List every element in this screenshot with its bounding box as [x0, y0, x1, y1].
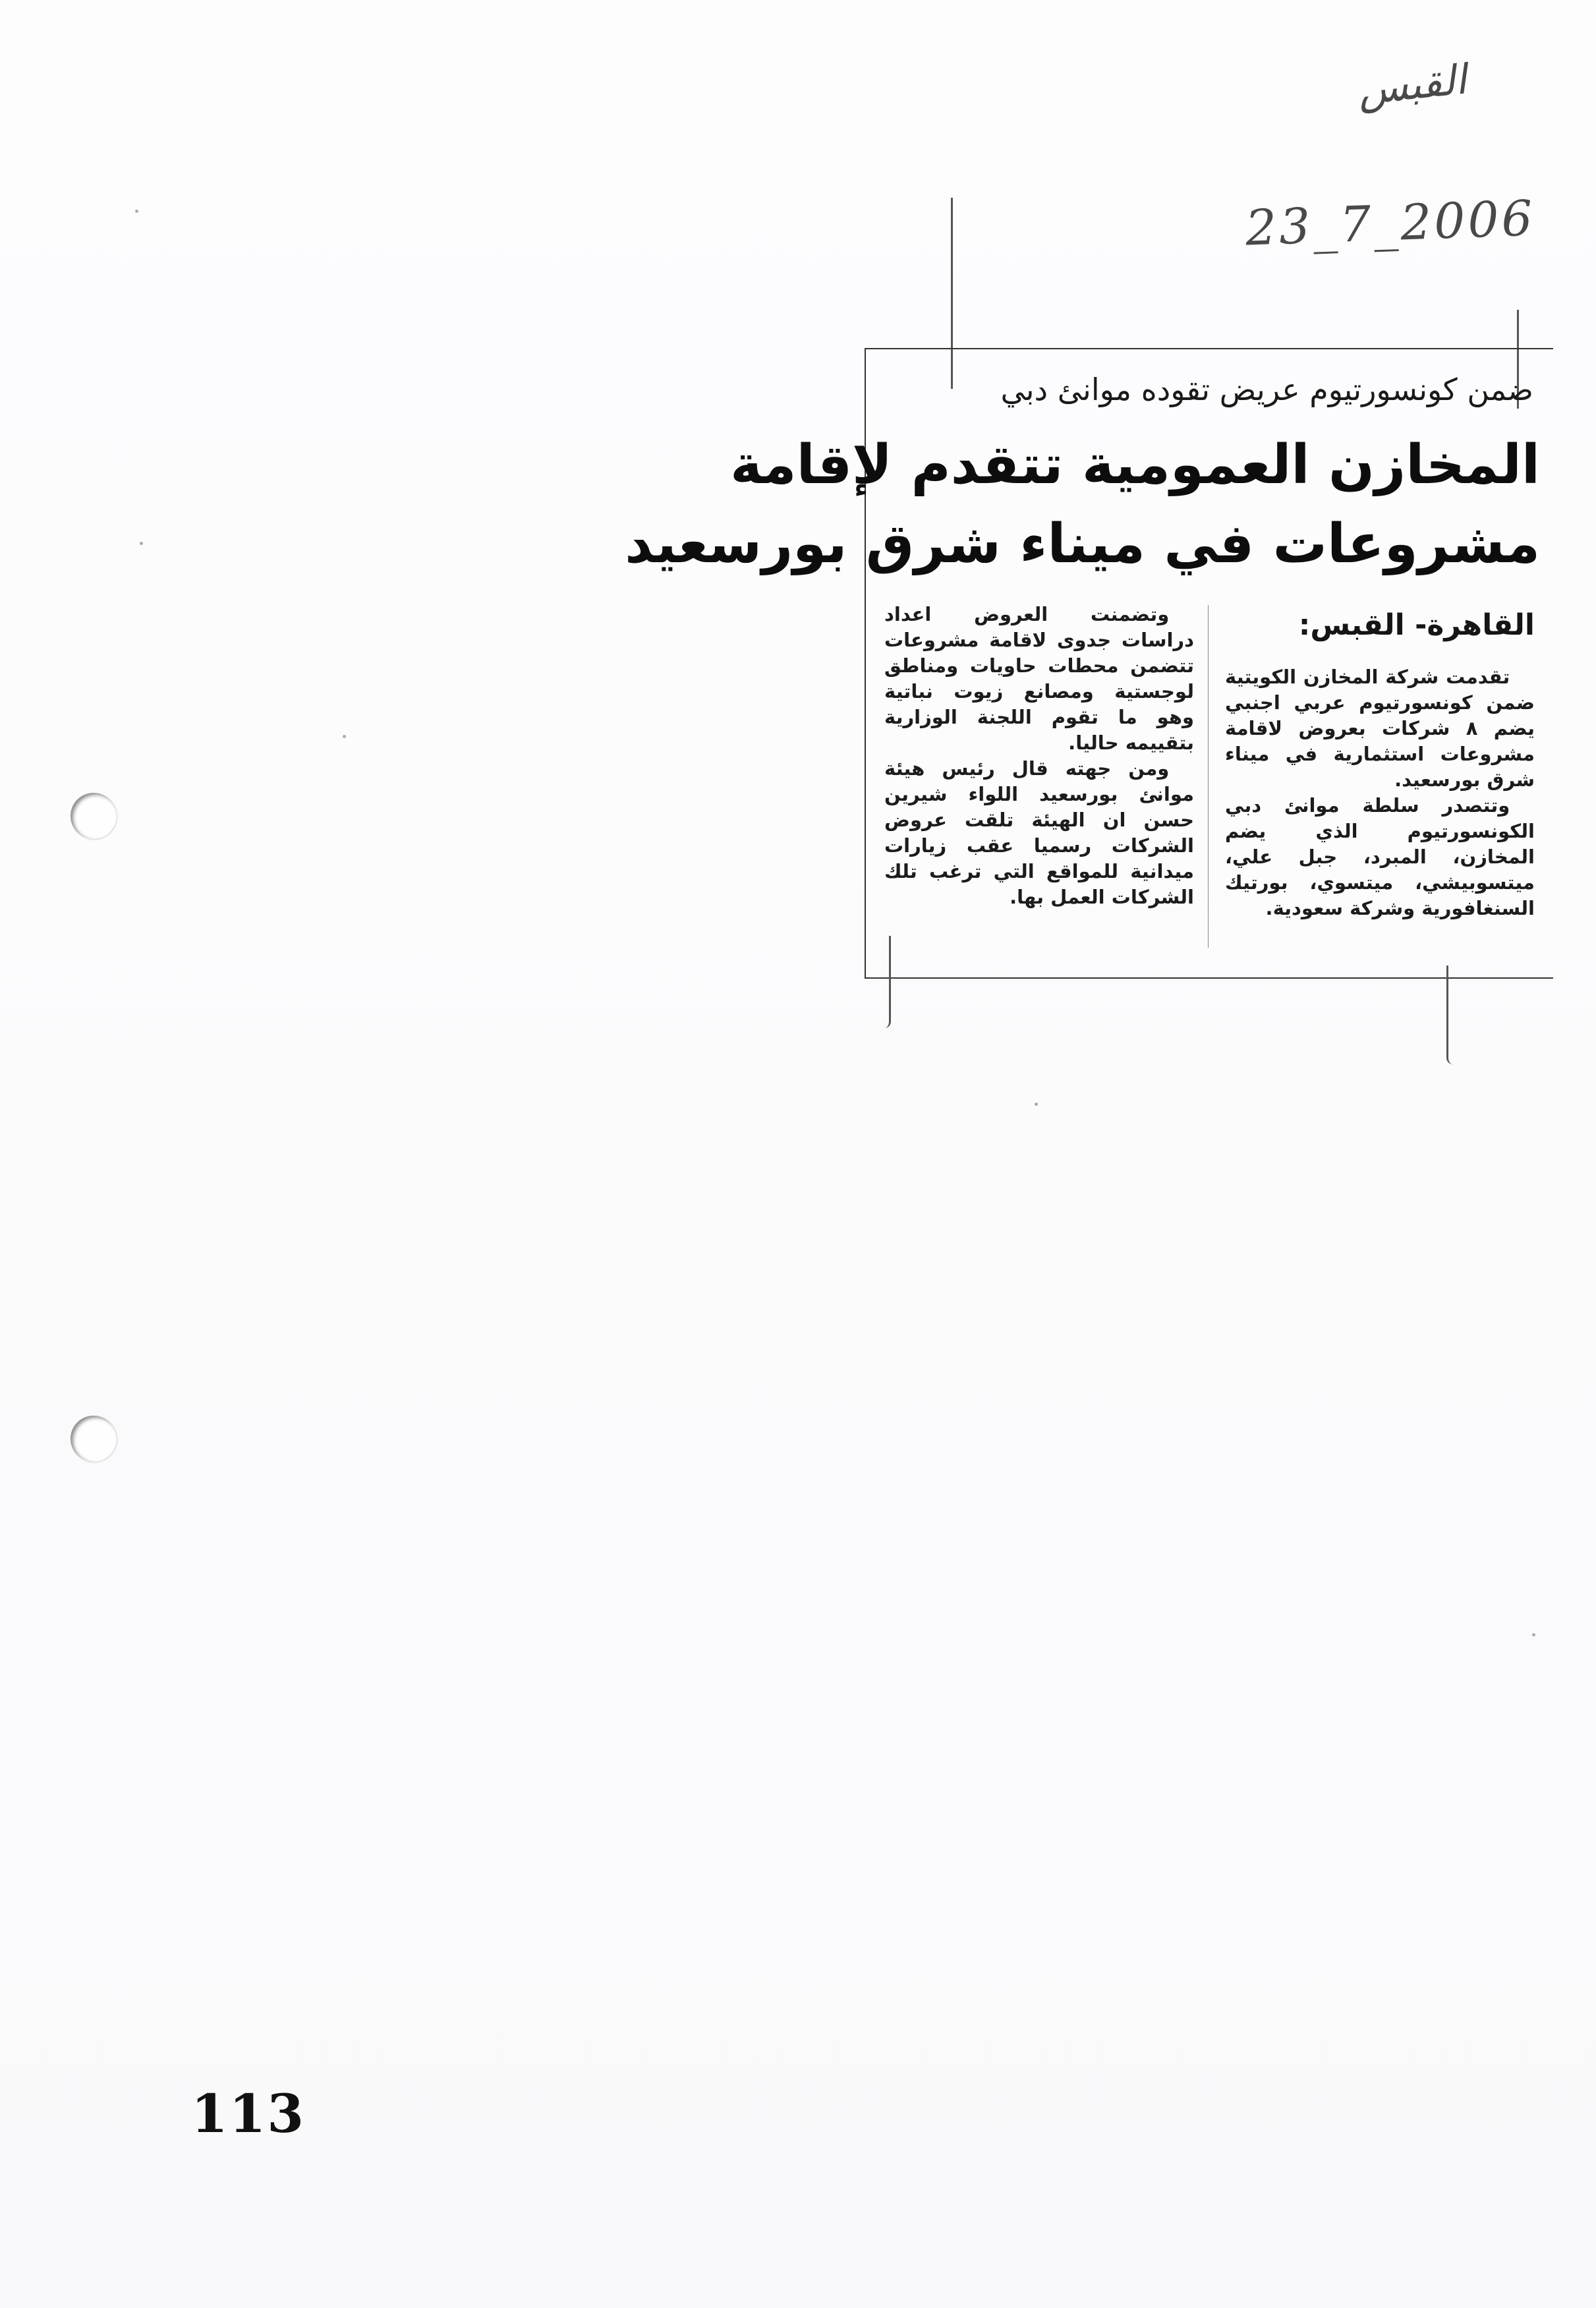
article-headline-line-1: المخازن العمومية تتقدم لإقامة [730, 434, 1540, 496]
article-dateline: القاهرة- القبس: [1298, 608, 1535, 642]
paper-speck [135, 210, 138, 213]
paper-speck [140, 542, 143, 545]
handwritten-date: 23_7_2006 [1244, 190, 1536, 257]
staple-mark-bottom-right [1446, 966, 1456, 1064]
article-paragraph: وتتصدر سلطة موانئ دبي الكونسورتيوم الذي يضم المخازن، المبرد، جبل علي، ميتسوبيشي، ميتسوي، بورتيك السنغافورية وشركة سعودية. [1225, 794, 1535, 919]
page-number: 113 [191, 2083, 305, 2145]
article-paragraph: تقدمت شركة المخازن الكويتية ضمن كونسورتيوم عربي اجنبي يضم ٨ شركات بعروض لاقامة مشروعات استثمارية في ميناء شرق بورسعيد. [1225, 666, 1535, 791]
article-paragraph: ومن جهته قال رئيس هيئة موانئ بورسعيد اللواء شيرين حسن ان الهيئة تلقت عروض الشركات رسميا عقب زيارات ميدانية للمواقع التي ترغب تلك الشركات العمل بها. [884, 757, 1194, 908]
article-kicker: ضمن كونسورتيوم عريض تقوده موانئ دبي [1000, 372, 1533, 407]
article-column-right [1225, 664, 1535, 921]
paper-speck [1532, 1633, 1535, 1636]
article-column-left [884, 602, 1194, 910]
column-divider [1208, 605, 1209, 948]
article-headline-line-2: مشروعات في ميناء شرق بورسعيد [625, 513, 1540, 575]
newspaper-clipping [625, 348, 1553, 977]
handwritten-source-label: القبس [1355, 55, 1469, 115]
punch-hole-upper [71, 793, 117, 839]
punch-hole-lower [71, 1416, 117, 1462]
paper-speck [1035, 1103, 1038, 1106]
clipping-top-rule [865, 348, 1553, 349]
paper-speck [343, 735, 346, 738]
staple-mark-bottom-left [880, 936, 891, 1028]
article-paragraph: وتضمنت العروض اعداد دراسات جدوى لاقامة مشروعات تتضمن محطات حاويات ومناطق لوجستية ومصانع زيوت نباتية وهو ما تقوم اللجنة الوزارية بتقييمه حاليا. [884, 603, 1194, 754]
